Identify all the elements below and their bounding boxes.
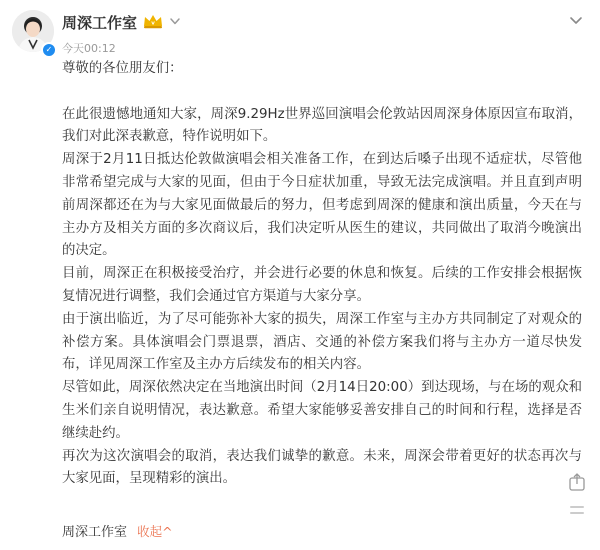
- paragraph: 在此很遗憾地通知大家，周深9.29Hz世界巡回演唱会伦敦站因周深身体原因宣布取消，我们对此深表歉意，特作说明如下。: [62, 106, 582, 145]
- svg-text:v: v: [151, 20, 155, 27]
- chevron-down-icon[interactable]: [168, 14, 182, 28]
- paragraph: 尽管如此，周深依然决定在当地演出时间（2月14日20:00）到达现场，与在场的观众和生米们亲自说明情况，表达歉意。希望大家能够妥善安排自己的时间和行程，选择是否继续赴约。: [62, 380, 582, 441]
- verified-badge-icon: ✓: [41, 42, 57, 58]
- paragraph: 周深于2月11日抵达伦敦做演唱会相关准备工作，在到达后嗓子出现不适症状，尽管他非常希望完成与大家的见面，但由于今日症状加重，导致无法完成演唱。并且直到声明前周深都还在为与大家见面做最后的努力，但考虑到周深的健康和演出质量，今天在与主办方及相关方面的多次商议后，我们决定听从医生的建议，共同做出了取消今晚演出的决定。: [62, 152, 582, 259]
- paragraph: 再次为这次演唱会的取消，表达我们诚挚的歉意。未来，周深会带着更好的状态再次与大家见面，呈现精彩的演出。: [62, 448, 582, 487]
- vip-crown-badge-icon[interactable]: [142, 12, 164, 29]
- collapse-label: 收起: [137, 524, 163, 539]
- author-name[interactable]: 周深工作室: [62, 14, 138, 32]
- more-menu-icon[interactable]: [568, 12, 584, 28]
- signature: 周深工作室: [62, 525, 128, 540]
- paragraph: 目前，周深正在积极接受治疗，并会进行必要的休息和恢复。后续的工作安排会根据恢复情况进行调整，我们会通过官方渠道与大家分享。: [62, 266, 582, 304]
- chevron-up-icon: ^: [162, 524, 173, 539]
- paragraph: 由于演出临近，为了尽可能弥补大家的损失，周深工作室与主办方共同制定了对观众的补偿方案。具体演唱会门票退票，酒店、交通的补偿方案我们将与主办方一道尽快发布，详见周深工作室及主办方后续发布的相关内容。: [62, 311, 582, 373]
- post-footer: [62, 521, 173, 540]
- share-icon[interactable]: [566, 470, 588, 530]
- greeting: 尊敬的各位朋友们：: [62, 61, 183, 76]
- collapse-link[interactable]: [137, 524, 173, 539]
- post-timestamp: 今天00:12: [62, 42, 116, 55]
- post-body: [62, 58, 582, 491]
